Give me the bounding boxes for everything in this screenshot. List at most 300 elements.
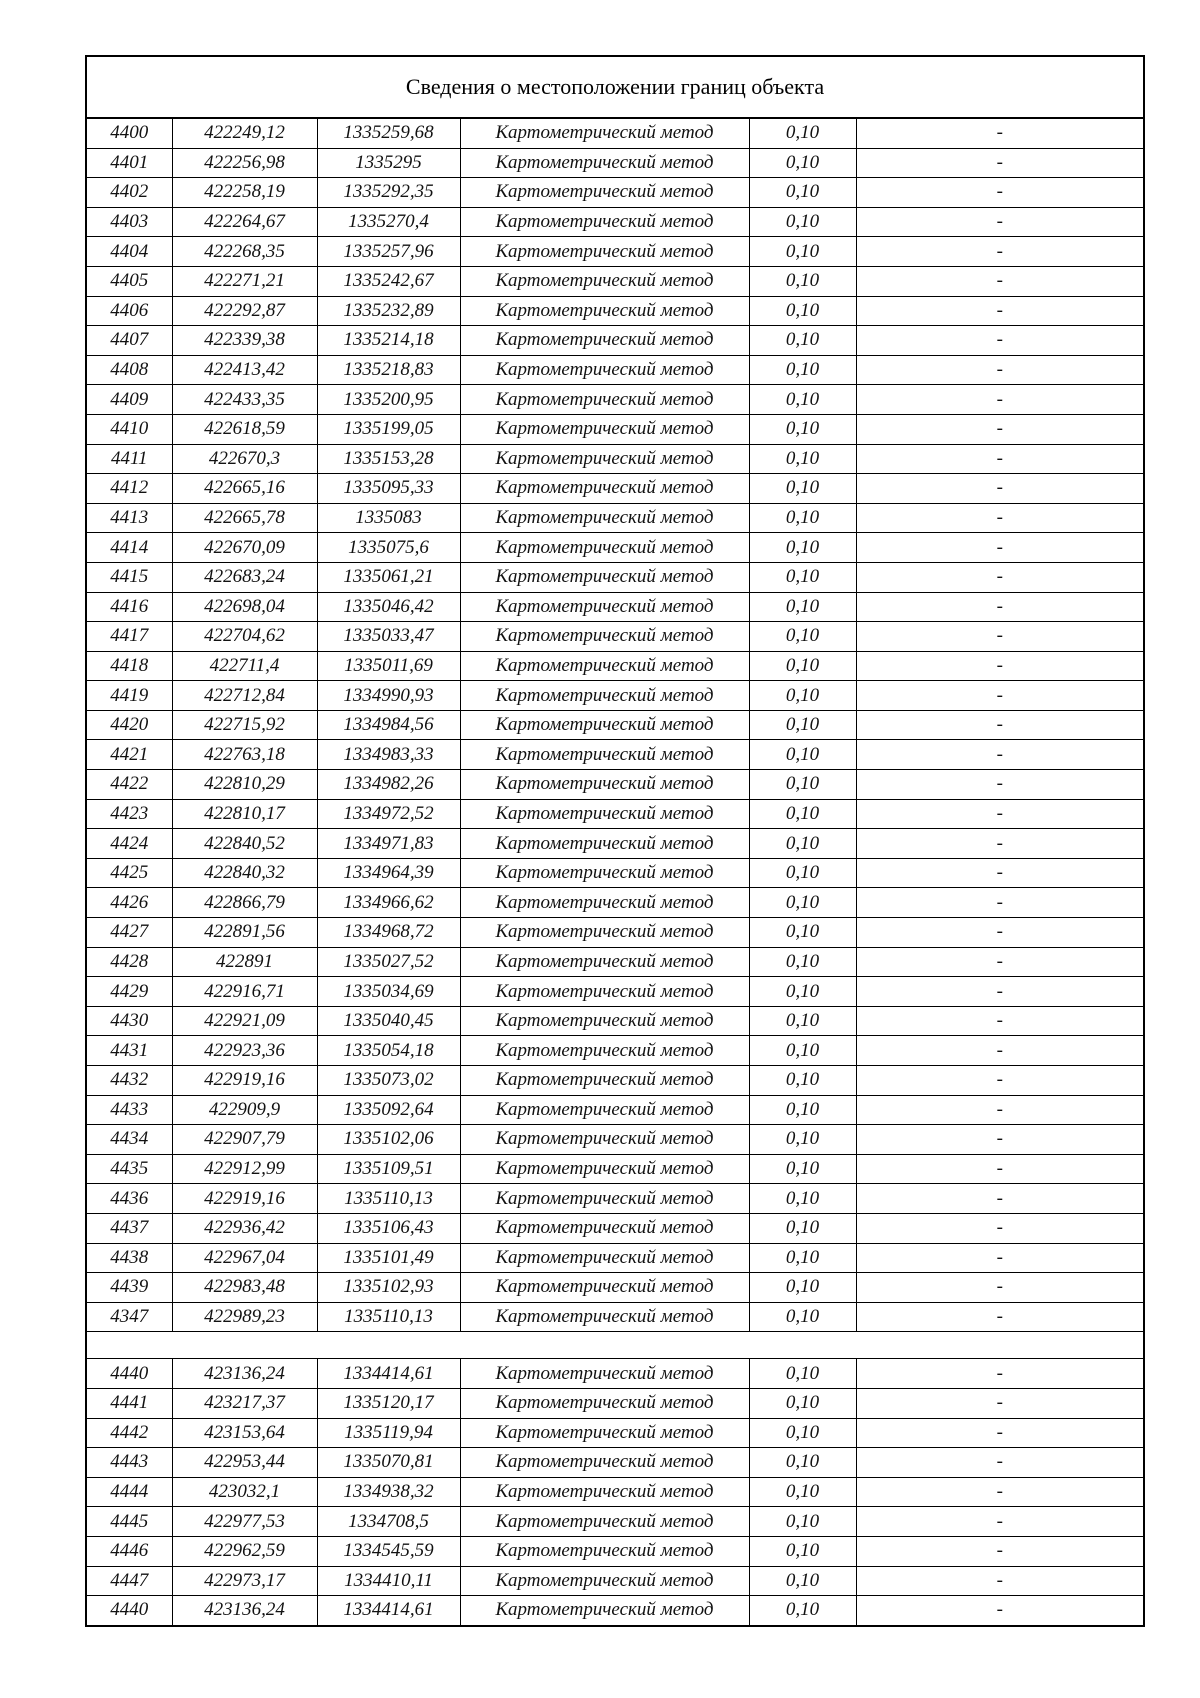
- accuracy-cell: 0,10: [749, 651, 856, 681]
- accuracy-cell: 0,10: [749, 1066, 856, 1096]
- table-row: [87, 1448, 1143, 1478]
- point-number-cell: 4436: [87, 1184, 172, 1214]
- point-number-cell: 4442: [87, 1418, 172, 1448]
- y-coordinate-cell: 1334410,11: [317, 1566, 460, 1596]
- accuracy-cell: 0,10: [749, 829, 856, 859]
- description-cell: -: [856, 1273, 1143, 1303]
- accuracy-cell: 0,10: [749, 414, 856, 444]
- accuracy-cell: 0,10: [749, 1006, 856, 1036]
- description-cell: -: [856, 1184, 1143, 1214]
- method-cell: Картометрический метод: [460, 296, 749, 326]
- point-number-cell: 4412: [87, 474, 172, 504]
- table-row: [87, 1125, 1143, 1155]
- table-row: [87, 651, 1143, 681]
- description-cell: -: [856, 1095, 1143, 1125]
- method-cell: Картометрический метод: [460, 1066, 749, 1096]
- point-number-cell: 4414: [87, 533, 172, 563]
- accuracy-cell: 0,10: [749, 1507, 856, 1537]
- description-cell: -: [856, 296, 1143, 326]
- table-row: [87, 503, 1143, 533]
- description-cell: -: [856, 414, 1143, 444]
- method-cell: Картометрический метод: [460, 1507, 749, 1537]
- table-row: [87, 414, 1143, 444]
- description-cell: -: [856, 562, 1143, 592]
- method-cell: Картометрический метод: [460, 1536, 749, 1566]
- x-coordinate-cell: 422683,24: [172, 562, 317, 592]
- x-coordinate-cell: 422967,04: [172, 1243, 317, 1273]
- y-coordinate-cell: 1334968,72: [317, 918, 460, 948]
- method-cell: Картометрический метод: [460, 1095, 749, 1125]
- table-row: [87, 355, 1143, 385]
- description-cell: -: [856, 237, 1143, 267]
- description-cell: -: [856, 385, 1143, 415]
- description-cell: -: [856, 1477, 1143, 1507]
- x-coordinate-cell: 422249,12: [172, 119, 317, 148]
- description-cell: -: [856, 710, 1143, 740]
- description-cell: -: [856, 533, 1143, 563]
- accuracy-cell: 0,10: [749, 1273, 856, 1303]
- accuracy-cell: 0,10: [749, 207, 856, 237]
- method-cell: Картометрический метод: [460, 888, 749, 918]
- y-coordinate-cell: 1335092,64: [317, 1095, 460, 1125]
- method-cell: Картометрический метод: [460, 355, 749, 385]
- method-cell: Картометрический метод: [460, 1036, 749, 1066]
- table-row: [87, 829, 1143, 859]
- x-coordinate-cell: 422936,42: [172, 1213, 317, 1243]
- point-number-cell: 4441: [87, 1388, 172, 1418]
- y-coordinate-cell: 1335033,47: [317, 622, 460, 652]
- y-coordinate-cell: 1334984,56: [317, 710, 460, 740]
- x-coordinate-cell: 422256,98: [172, 148, 317, 178]
- point-number-cell: 4438: [87, 1243, 172, 1273]
- accuracy-cell: 0,10: [749, 592, 856, 622]
- table-row: [87, 622, 1143, 652]
- y-coordinate-cell: 1335259,68: [317, 119, 460, 148]
- y-coordinate-cell: 1334414,61: [317, 1359, 460, 1389]
- method-cell: Картометрический метод: [460, 533, 749, 563]
- table-row: [87, 1273, 1143, 1303]
- x-coordinate-cell: 423217,37: [172, 1388, 317, 1418]
- point-number-cell: 4427: [87, 918, 172, 948]
- point-number-cell: 4421: [87, 740, 172, 770]
- description-cell: -: [856, 829, 1143, 859]
- table-row: [87, 1388, 1143, 1418]
- description-cell: -: [856, 1566, 1143, 1596]
- table-row: [87, 178, 1143, 208]
- point-number-cell: 4401: [87, 148, 172, 178]
- method-cell: Картометрический метод: [460, 207, 749, 237]
- accuracy-cell: 0,10: [749, 1596, 856, 1625]
- accuracy-cell: 0,10: [749, 799, 856, 829]
- accuracy-cell: 0,10: [749, 1036, 856, 1066]
- point-number-cell: 4447: [87, 1566, 172, 1596]
- y-coordinate-cell: 1335073,02: [317, 1066, 460, 1096]
- y-coordinate-cell: 1335011,69: [317, 651, 460, 681]
- x-coordinate-cell: 422670,09: [172, 533, 317, 563]
- y-coordinate-cell: 1335040,45: [317, 1006, 460, 1036]
- method-cell: Картометрический метод: [460, 414, 749, 444]
- table-row: [87, 474, 1143, 504]
- method-cell: Картометрический метод: [460, 947, 749, 977]
- x-coordinate-cell: 422704,62: [172, 622, 317, 652]
- y-coordinate-cell: 1334708,5: [317, 1507, 460, 1537]
- table-row: [87, 947, 1143, 977]
- point-number-cell: 4403: [87, 207, 172, 237]
- accuracy-cell: 0,10: [749, 1448, 856, 1478]
- x-coordinate-cell: 422891,56: [172, 918, 317, 948]
- table-row: [87, 740, 1143, 770]
- method-cell: Картометрический метод: [460, 1566, 749, 1596]
- point-number-cell: 4431: [87, 1036, 172, 1066]
- description-cell: -: [856, 1066, 1143, 1096]
- description-cell: -: [856, 858, 1143, 888]
- x-coordinate-cell: 422912,99: [172, 1154, 317, 1184]
- x-coordinate-cell: 422977,53: [172, 1507, 317, 1537]
- y-coordinate-cell: 1335046,42: [317, 592, 460, 622]
- method-cell: Картометрический метод: [460, 858, 749, 888]
- description-cell: -: [856, 740, 1143, 770]
- x-coordinate-cell: 423153,64: [172, 1418, 317, 1448]
- accuracy-cell: 0,10: [749, 385, 856, 415]
- point-number-cell: 4419: [87, 681, 172, 711]
- table-row: [87, 1536, 1143, 1566]
- table-row: [87, 326, 1143, 356]
- point-number-cell: 4428: [87, 947, 172, 977]
- description-cell: -: [856, 1154, 1143, 1184]
- method-cell: Картометрический метод: [460, 1125, 749, 1155]
- x-coordinate-cell: 422810,29: [172, 770, 317, 800]
- x-coordinate-cell: 422891: [172, 947, 317, 977]
- method-cell: Картометрический метод: [460, 1243, 749, 1273]
- description-cell: -: [856, 266, 1143, 296]
- table-row: [87, 592, 1143, 622]
- y-coordinate-cell: 1335119,94: [317, 1418, 460, 1448]
- description-cell: -: [856, 977, 1143, 1007]
- table-row: [87, 1477, 1143, 1507]
- accuracy-cell: 0,10: [749, 858, 856, 888]
- table-title: Сведения о местоположении границ объекта: [87, 57, 1143, 119]
- y-coordinate-cell: 1335110,13: [317, 1302, 460, 1332]
- point-number-cell: 4443: [87, 1448, 172, 1478]
- method-cell: Картометрический метод: [460, 1302, 749, 1332]
- point-number-cell: 4434: [87, 1125, 172, 1155]
- y-coordinate-cell: 1334971,83: [317, 829, 460, 859]
- accuracy-cell: 0,10: [749, 888, 856, 918]
- point-number-cell: 4433: [87, 1095, 172, 1125]
- x-coordinate-cell: 422909,9: [172, 1095, 317, 1125]
- accuracy-cell: 0,10: [749, 355, 856, 385]
- y-coordinate-cell: 1335070,81: [317, 1448, 460, 1478]
- x-coordinate-cell: 422919,16: [172, 1184, 317, 1214]
- accuracy-cell: 0,10: [749, 1302, 856, 1332]
- point-number-cell: 4440: [87, 1359, 172, 1389]
- method-cell: Картометрический метод: [460, 119, 749, 148]
- method-cell: Картометрический метод: [460, 829, 749, 859]
- x-coordinate-cell: 422711,4: [172, 651, 317, 681]
- description-cell: -: [856, 1359, 1143, 1389]
- method-cell: Картометрический метод: [460, 1477, 749, 1507]
- table-row: [87, 1036, 1143, 1066]
- point-number-cell: 4411: [87, 444, 172, 474]
- x-coordinate-cell: 422962,59: [172, 1536, 317, 1566]
- method-cell: Картометрический метод: [460, 1184, 749, 1214]
- table-row: [87, 562, 1143, 592]
- table-row: [87, 770, 1143, 800]
- description-cell: -: [856, 444, 1143, 474]
- x-coordinate-cell: 422715,92: [172, 710, 317, 740]
- accuracy-cell: 0,10: [749, 977, 856, 1007]
- x-coordinate-cell: 422258,19: [172, 178, 317, 208]
- y-coordinate-cell: 1335034,69: [317, 977, 460, 1007]
- y-coordinate-cell: 1334964,39: [317, 858, 460, 888]
- description-cell: -: [856, 1006, 1143, 1036]
- y-coordinate-cell: 1335106,43: [317, 1213, 460, 1243]
- table-row: [87, 1243, 1143, 1273]
- table-row: [87, 1596, 1143, 1625]
- y-coordinate-cell: 1335083: [317, 503, 460, 533]
- point-number-cell: 4432: [87, 1066, 172, 1096]
- table-row: [87, 148, 1143, 178]
- point-number-cell: 4413: [87, 503, 172, 533]
- coordinates-table: [87, 119, 1143, 1625]
- x-coordinate-cell: 422264,67: [172, 207, 317, 237]
- y-coordinate-cell: 1334966,62: [317, 888, 460, 918]
- point-number-cell: 4439: [87, 1273, 172, 1303]
- point-number-cell: 4440: [87, 1596, 172, 1625]
- x-coordinate-cell: 422921,09: [172, 1006, 317, 1036]
- x-coordinate-cell: 422989,23: [172, 1302, 317, 1332]
- x-coordinate-cell: 422433,35: [172, 385, 317, 415]
- y-coordinate-cell: 1335110,13: [317, 1184, 460, 1214]
- accuracy-cell: 0,10: [749, 1566, 856, 1596]
- method-cell: Картометрический метод: [460, 562, 749, 592]
- table-row: [87, 1184, 1143, 1214]
- x-coordinate-cell: 423032,1: [172, 1477, 317, 1507]
- y-coordinate-cell: 1335061,21: [317, 562, 460, 592]
- description-cell: -: [856, 1213, 1143, 1243]
- y-coordinate-cell: 1335232,89: [317, 296, 460, 326]
- y-coordinate-cell: 1335257,96: [317, 237, 460, 267]
- x-coordinate-cell: 422292,87: [172, 296, 317, 326]
- method-cell: Картометрический метод: [460, 385, 749, 415]
- point-number-cell: 4444: [87, 1477, 172, 1507]
- x-coordinate-cell: 422810,17: [172, 799, 317, 829]
- point-number-cell: 4406: [87, 296, 172, 326]
- x-coordinate-cell: 422271,21: [172, 266, 317, 296]
- method-cell: Картометрический метод: [460, 326, 749, 356]
- description-cell: -: [856, 651, 1143, 681]
- x-coordinate-cell: 422840,32: [172, 858, 317, 888]
- point-number-cell: 4407: [87, 326, 172, 356]
- y-coordinate-cell: 1334982,26: [317, 770, 460, 800]
- description-cell: -: [856, 1388, 1143, 1418]
- description-cell: -: [856, 178, 1143, 208]
- description-cell: -: [856, 119, 1143, 148]
- accuracy-cell: 0,10: [749, 326, 856, 356]
- table-row: [87, 533, 1143, 563]
- method-cell: Картометрический метод: [460, 178, 749, 208]
- accuracy-cell: 0,10: [749, 681, 856, 711]
- method-cell: Картометрический метод: [460, 770, 749, 800]
- description-cell: -: [856, 1507, 1143, 1537]
- y-coordinate-cell: 1335295: [317, 148, 460, 178]
- group-separator-cell: [87, 1332, 1143, 1359]
- y-coordinate-cell: 1335101,49: [317, 1243, 460, 1273]
- point-number-cell: 4422: [87, 770, 172, 800]
- y-coordinate-cell: 1335292,35: [317, 178, 460, 208]
- accuracy-cell: 0,10: [749, 622, 856, 652]
- point-number-cell: 4446: [87, 1536, 172, 1566]
- accuracy-cell: 0,10: [749, 1095, 856, 1125]
- point-number-cell: 4437: [87, 1213, 172, 1243]
- y-coordinate-cell: 1335120,17: [317, 1388, 460, 1418]
- method-cell: Картометрический метод: [460, 1154, 749, 1184]
- accuracy-cell: 0,10: [749, 119, 856, 148]
- table-row: [87, 918, 1143, 948]
- description-cell: -: [856, 1302, 1143, 1332]
- y-coordinate-cell: 1335218,83: [317, 355, 460, 385]
- method-cell: Картометрический метод: [460, 1359, 749, 1389]
- accuracy-cell: 0,10: [749, 503, 856, 533]
- point-number-cell: 4410: [87, 414, 172, 444]
- y-coordinate-cell: 1334938,32: [317, 1477, 460, 1507]
- description-cell: -: [856, 888, 1143, 918]
- point-number-cell: 4423: [87, 799, 172, 829]
- description-cell: -: [856, 1243, 1143, 1273]
- y-coordinate-cell: 1335075,6: [317, 533, 460, 563]
- x-coordinate-cell: 422973,17: [172, 1566, 317, 1596]
- boundary-table-sheet: [85, 55, 1145, 1627]
- y-coordinate-cell: 1335095,33: [317, 474, 460, 504]
- point-number-cell: 4409: [87, 385, 172, 415]
- point-number-cell: 4425: [87, 858, 172, 888]
- method-cell: Картометрический метод: [460, 799, 749, 829]
- point-number-cell: 4426: [87, 888, 172, 918]
- point-number-cell: 4417: [87, 622, 172, 652]
- accuracy-cell: 0,10: [749, 1213, 856, 1243]
- description-cell: -: [856, 1596, 1143, 1625]
- y-coordinate-cell: 1335270,4: [317, 207, 460, 237]
- x-coordinate-cell: 422923,36: [172, 1036, 317, 1066]
- method-cell: Картометрический метод: [460, 1388, 749, 1418]
- group-separator-row: [87, 1332, 1143, 1359]
- accuracy-cell: 0,10: [749, 710, 856, 740]
- x-coordinate-cell: 422712,84: [172, 681, 317, 711]
- description-cell: -: [856, 681, 1143, 711]
- accuracy-cell: 0,10: [749, 1388, 856, 1418]
- method-cell: Картометрический метод: [460, 266, 749, 296]
- description-cell: -: [856, 355, 1143, 385]
- accuracy-cell: 0,10: [749, 296, 856, 326]
- description-cell: -: [856, 326, 1143, 356]
- table-row: [87, 977, 1143, 1007]
- y-coordinate-cell: 1335214,18: [317, 326, 460, 356]
- point-number-cell: 4405: [87, 266, 172, 296]
- point-number-cell: 4424: [87, 829, 172, 859]
- accuracy-cell: 0,10: [749, 1184, 856, 1214]
- accuracy-cell: 0,10: [749, 148, 856, 178]
- description-cell: -: [856, 799, 1143, 829]
- point-number-cell: 4430: [87, 1006, 172, 1036]
- table-row: [87, 1154, 1143, 1184]
- description-cell: -: [856, 1536, 1143, 1566]
- coordinates-table-body: [87, 119, 1143, 1625]
- method-cell: Картометрический метод: [460, 503, 749, 533]
- table-row: [87, 799, 1143, 829]
- accuracy-cell: 0,10: [749, 947, 856, 977]
- accuracy-cell: 0,10: [749, 237, 856, 267]
- point-number-cell: 4418: [87, 651, 172, 681]
- x-coordinate-cell: 422866,79: [172, 888, 317, 918]
- x-coordinate-cell: 422919,16: [172, 1066, 317, 1096]
- accuracy-cell: 0,10: [749, 1359, 856, 1389]
- y-coordinate-cell: 1334414,61: [317, 1596, 460, 1625]
- table-row: [87, 237, 1143, 267]
- y-coordinate-cell: 1335109,51: [317, 1154, 460, 1184]
- method-cell: Картометрический метод: [460, 1213, 749, 1243]
- accuracy-cell: 0,10: [749, 1418, 856, 1448]
- description-cell: -: [856, 1448, 1143, 1478]
- method-cell: Картометрический метод: [460, 474, 749, 504]
- table-row: [87, 1213, 1143, 1243]
- description-cell: -: [856, 503, 1143, 533]
- table-row: [87, 1566, 1143, 1596]
- description-cell: -: [856, 1418, 1143, 1448]
- method-cell: Картометрический метод: [460, 1006, 749, 1036]
- method-cell: Картометрический метод: [460, 444, 749, 474]
- accuracy-cell: 0,10: [749, 918, 856, 948]
- accuracy-cell: 0,10: [749, 1477, 856, 1507]
- table-row: [87, 1418, 1143, 1448]
- accuracy-cell: 0,10: [749, 266, 856, 296]
- accuracy-cell: 0,10: [749, 1154, 856, 1184]
- point-number-cell: 4416: [87, 592, 172, 622]
- description-cell: -: [856, 947, 1143, 977]
- y-coordinate-cell: 1335102,93: [317, 1273, 460, 1303]
- description-cell: -: [856, 148, 1143, 178]
- table-row: [87, 1066, 1143, 1096]
- table-row: [87, 119, 1143, 148]
- x-coordinate-cell: 422339,38: [172, 326, 317, 356]
- description-cell: -: [856, 1036, 1143, 1066]
- method-cell: Картометрический метод: [460, 1418, 749, 1448]
- accuracy-cell: 0,10: [749, 1125, 856, 1155]
- accuracy-cell: 0,10: [749, 1536, 856, 1566]
- x-coordinate-cell: 422953,44: [172, 1448, 317, 1478]
- point-number-cell: 4404: [87, 237, 172, 267]
- y-coordinate-cell: 1335199,05: [317, 414, 460, 444]
- description-cell: -: [856, 770, 1143, 800]
- table-row: [87, 385, 1143, 415]
- point-number-cell: 4420: [87, 710, 172, 740]
- x-coordinate-cell: 422840,52: [172, 829, 317, 859]
- method-cell: Картометрический метод: [460, 1448, 749, 1478]
- accuracy-cell: 0,10: [749, 1243, 856, 1273]
- table-row: [87, 858, 1143, 888]
- method-cell: Картометрический метод: [460, 1273, 749, 1303]
- x-coordinate-cell: 422763,18: [172, 740, 317, 770]
- accuracy-cell: 0,10: [749, 740, 856, 770]
- point-number-cell: 4347: [87, 1302, 172, 1332]
- x-coordinate-cell: 422907,79: [172, 1125, 317, 1155]
- x-coordinate-cell: 422268,35: [172, 237, 317, 267]
- point-number-cell: 4435: [87, 1154, 172, 1184]
- y-coordinate-cell: 1335054,18: [317, 1036, 460, 1066]
- x-coordinate-cell: 422618,59: [172, 414, 317, 444]
- method-cell: Картометрический метод: [460, 237, 749, 267]
- accuracy-cell: 0,10: [749, 562, 856, 592]
- point-number-cell: 4415: [87, 562, 172, 592]
